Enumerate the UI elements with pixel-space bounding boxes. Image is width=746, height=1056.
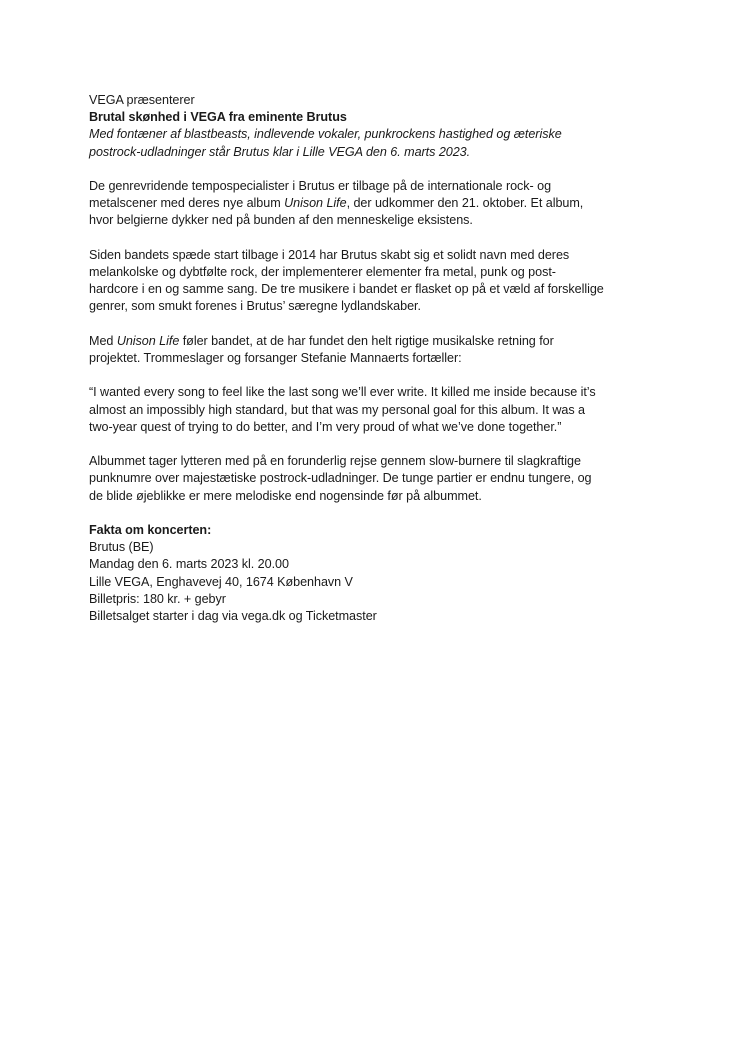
quote-block bbox=[89, 384, 664, 436]
presenter-line: VEGA præsenterer bbox=[89, 93, 195, 107]
paragraph-line: melankolske og dybtfølte rock, der implementerer elementer fra metal, punk og post- bbox=[89, 265, 556, 279]
paragraph-history bbox=[89, 247, 664, 316]
press-release-document bbox=[89, 92, 664, 625]
text-fragment: metalscener med deres nye album bbox=[89, 196, 285, 211]
paragraph-line: genrer, som smukt forenes i Brutus’ særegne lydlandskaber. bbox=[89, 299, 421, 314]
lead-line-2: postrock-udladninger står Brutus klar i Lille VEGA den 6. marts 2023. bbox=[89, 144, 471, 159]
paragraph-intro bbox=[89, 178, 664, 230]
paragraph-line bbox=[89, 333, 664, 350]
paragraph-line: projektet. Trommeslager og forsanger Stefanie Mannaerts fortæller: bbox=[89, 351, 462, 365]
paragraph-line bbox=[89, 195, 664, 212]
fact-item: Billetsalget starter i dag via vega.dk og Ticketmaster bbox=[89, 609, 377, 623]
paragraph-line: De genrevridende tempospecialister i Brutus er tilbage på de internationale rock- og bbox=[89, 179, 552, 193]
paragraph-line: de blide øjeblikke er mere melodiske end nogensinde før på albummet. bbox=[89, 488, 482, 503]
text-fragment: , der udkommer den 21. oktober. Et album, bbox=[346, 196, 584, 211]
paragraph-line: Albummet tager lytteren med på en forunderlig rejse gennem slow-burnere til slagkraftige bbox=[89, 454, 581, 469]
paragraph-line: hvor belgierne dykker ned på bunden af den menneskelige eksistens. bbox=[89, 213, 473, 228]
text-fragment: føler bandet, at de har fundet den helt rigtige musikalske retning for bbox=[179, 333, 554, 348]
facts-heading: Fakta om koncerten: bbox=[89, 522, 212, 537]
paragraph-line: punknumre over majestætiske postrock-udladninger. De tunge partier er endnu tungere, og bbox=[89, 471, 592, 486]
fact-item: Brutus (BE) bbox=[89, 540, 154, 555]
quote-line: “I wanted every song to feel like the last song we’ll ever write. It killed me inside because it’s bbox=[89, 385, 596, 400]
text-fragment: Med bbox=[89, 333, 117, 348]
facts-section bbox=[89, 522, 664, 625]
header-section bbox=[89, 92, 664, 161]
paragraph-line: hardcore i en og samme sang. De tre musikere i bandet er flasket op på et væld af forskellige bbox=[89, 282, 604, 297]
lead-line-1: Med fontæner af blastbeasts, indlevende vokaler, punkrockens hastighed og æteriske bbox=[89, 127, 562, 142]
headline: Brutal skønhed i VEGA fra eminente Brutus bbox=[89, 110, 347, 125]
paragraph-line: Siden bandets spæde start tilbage i 2014 har Brutus skabt sig et solidt navn med deres bbox=[89, 247, 570, 262]
paragraph-direction bbox=[89, 333, 664, 367]
album-title: Unison Life bbox=[116, 333, 180, 348]
fact-item: Billetpris: 180 kr. + gebyr bbox=[89, 591, 226, 606]
quote-line: almost an impossibly high standard, but that was my personal goal for this album. It was a bbox=[89, 402, 585, 417]
fact-item: Lille VEGA, Enghavevej 40, 1674 København V bbox=[89, 574, 353, 589]
album-title: Unison Life bbox=[284, 196, 347, 211]
fact-item: Mandag den 6. marts 2023 kl. 20.00 bbox=[89, 557, 289, 572]
paragraph-album bbox=[89, 453, 664, 505]
quote-line: two-year quest of trying to do better, and I’m very proud of what we’ve done together.” bbox=[89, 419, 562, 434]
